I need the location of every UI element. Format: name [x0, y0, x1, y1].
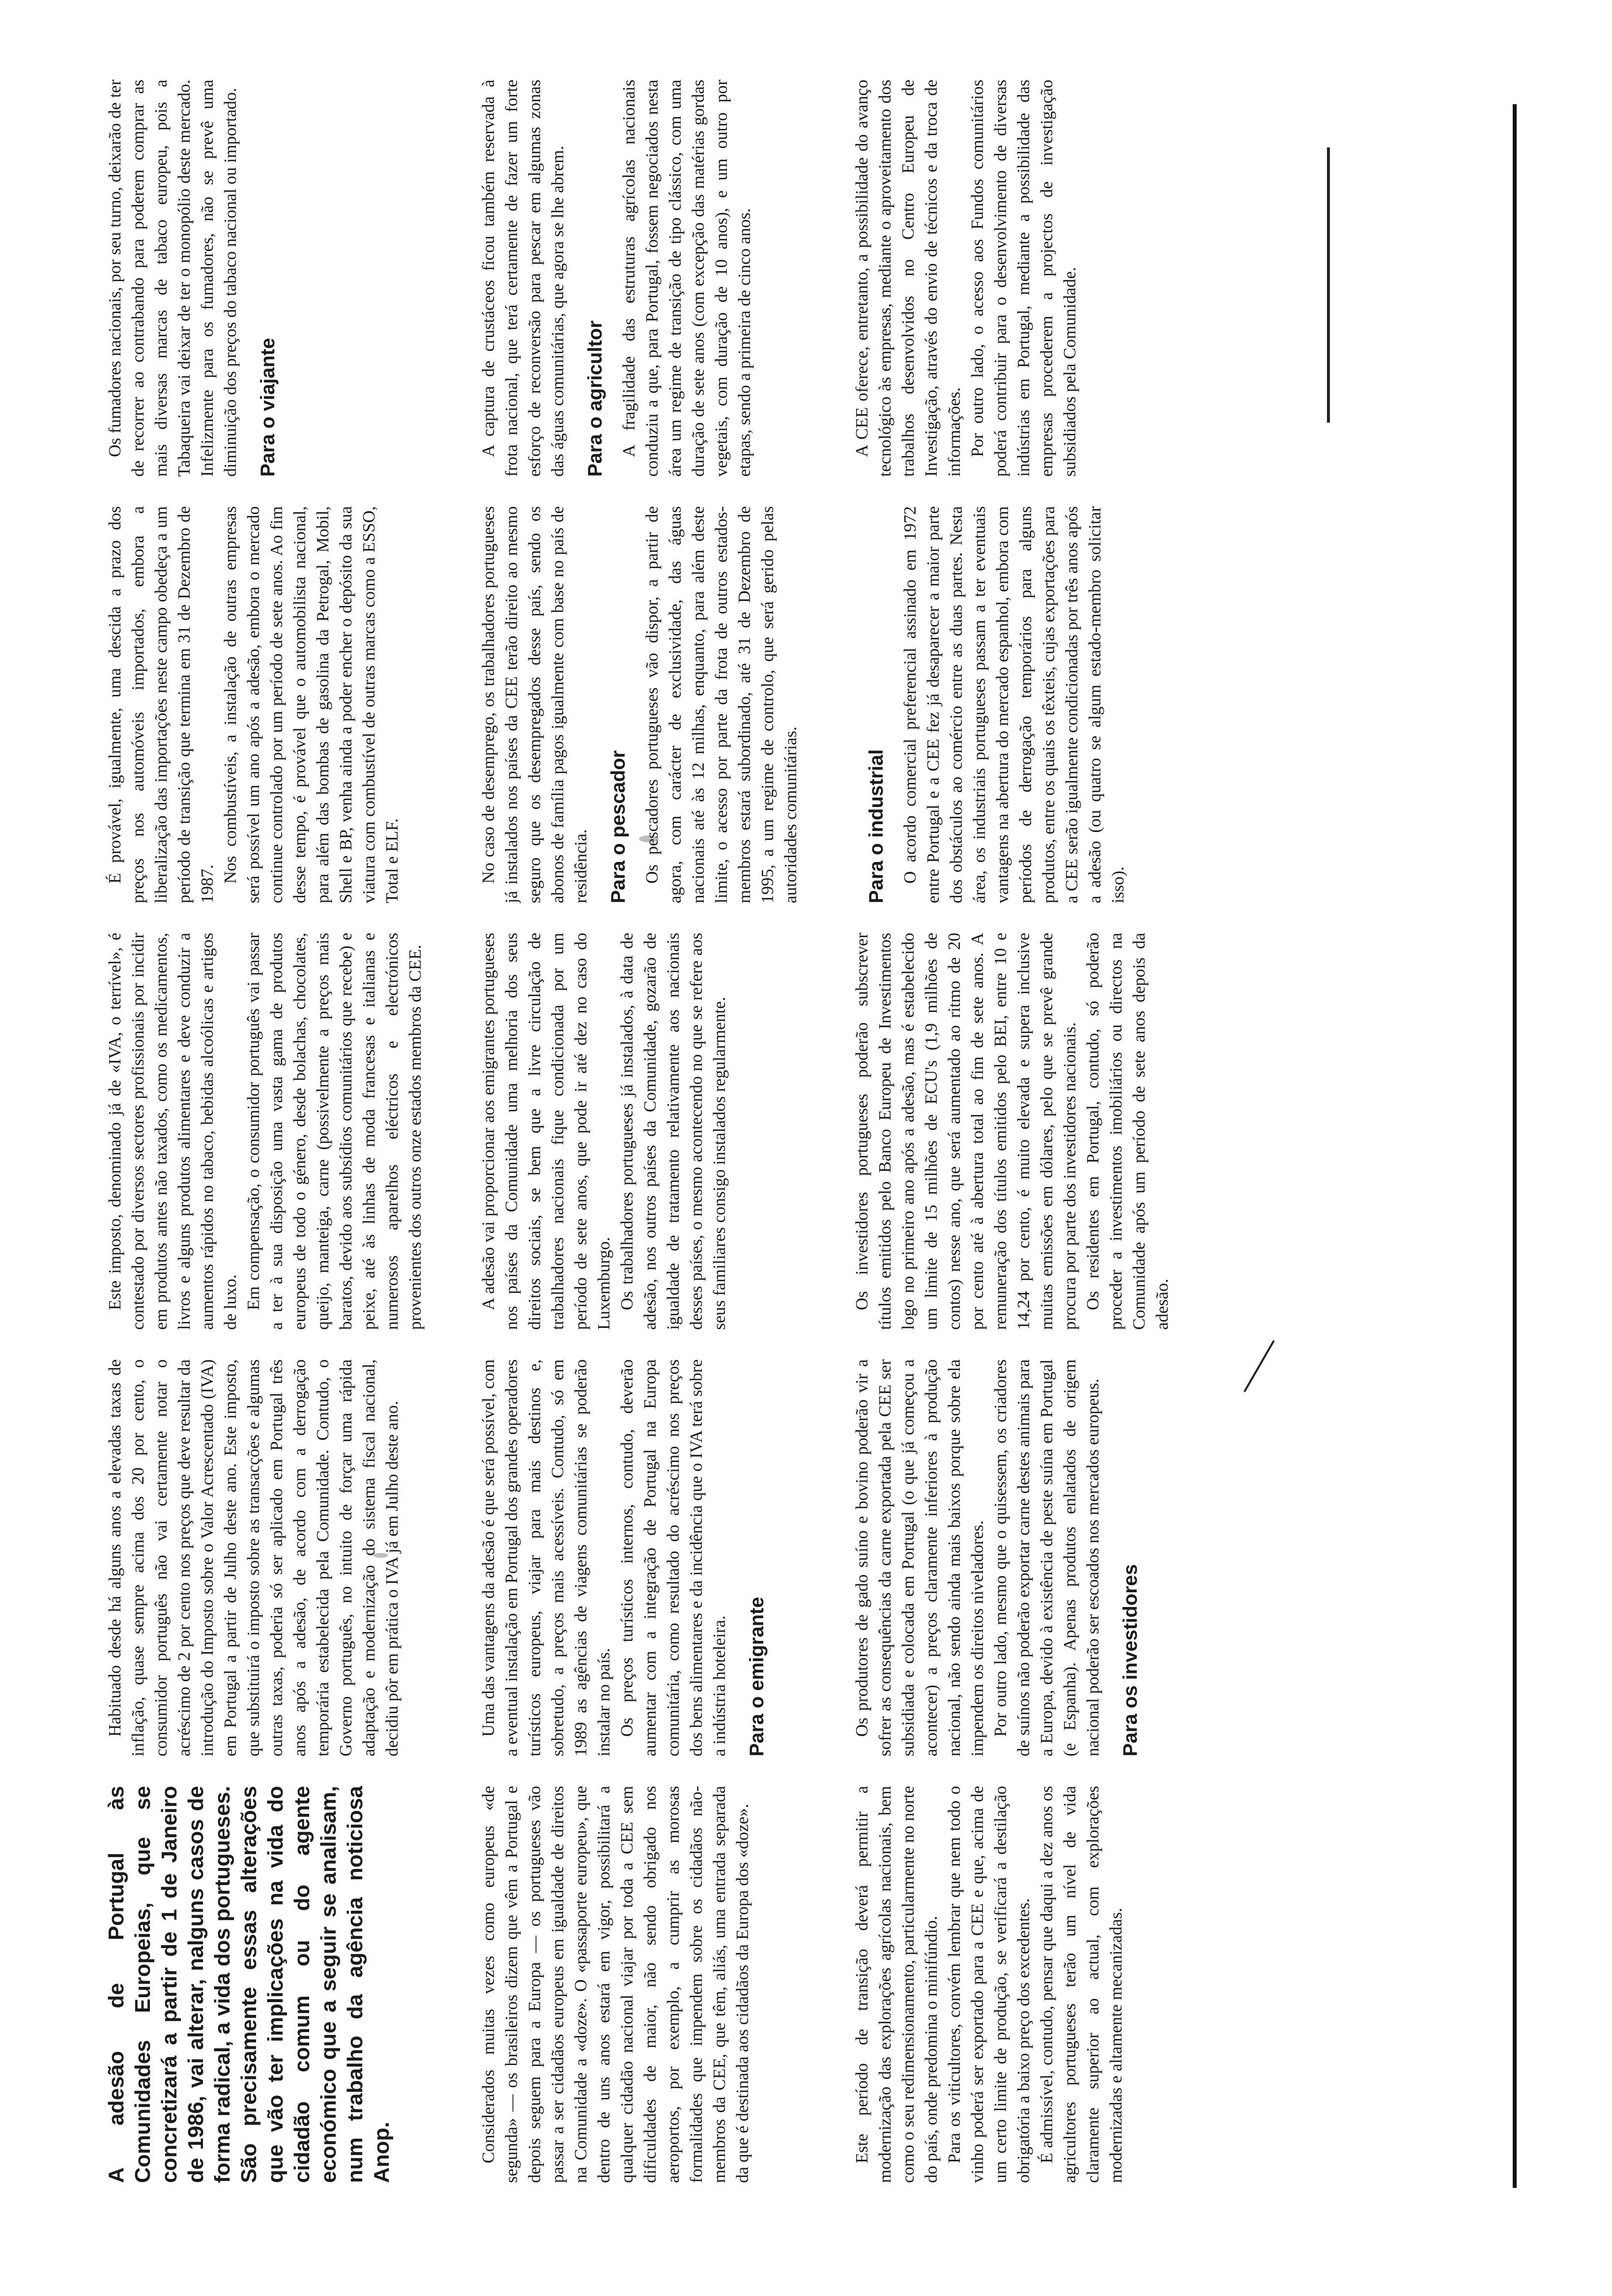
article-paragraph: Nos combustíveis, a instalação de outras empresas será possível um ano após a adesão, embora o mercado continue controlado por um período de sete anos. Ao fim desse tempo, é provável que o automobilista nacional, para além das bombas de gasolina da Petrogal, Mobil, Shell e BP, venha ainda a poder encher o depósito da sua viatura com combustível de outras marcas como a ESSO, Total e ELF. [221, 506, 402, 903]
section-heading: Para o pescador [607, 750, 629, 903]
article-body [103, 80, 1509, 2183]
section-heading: Para o agricultor [584, 320, 606, 477]
article-paragraph: Este período de transição deverá permitir a modernização das explorações agrícolas nacionais, bem como o seu redimensionamento, particularmente no norte do país, onde predomina o minifúndio. [852, 1786, 941, 2183]
article-paragraph: A captura de crustáceos ficou também reservada à frota nacional, que terá certamente de fazer um forte esforço de reconversão para pescar em algumas zonas das águas comunitárias, que agora se lhe abrem. [479, 80, 567, 477]
article-rule [1513, 104, 1517, 2188]
article-paragraph: É admissível, contudo, pensar que daqui a dez anos os agricultores portugueses terão um nível de vida claramente superior ao actual, com explorações modernizadas e altamente mecanizadas. [1037, 1786, 1125, 2183]
article-paragraph: Os preços turísticos internos, contudo, deverão aumentar com a integração de Portugal na Europa comunitária, como resultado do acréscimo nos preços dos bens alimentares e da incidência que o IVA terá sobre a indústria hoteleira. [617, 1359, 729, 1756]
article-band-1 [103, 80, 457, 2183]
article-paragraph: Habituado desde há alguns anos a elevadas taxas de inflação, quase sempre acima dos 20 por cento, o consumidor português não vai certamente notar o acréscimo de 2 por cento nos preços que deve resultar da introdução do Imposto sobre o Valor Acrescentado (IVA) em Portugal a partir de Julho deste ano. Este imposto, que substituirá o imposto sobre as transacções e algumas outras taxas, poderia só ser aplicado em Portugal três anos após a adesão, de acordo com a derrogação temporária estabelecida pela Comunidade. Contudo, o Governo português, no intuito de forçar uma rápida adaptação e modernização do sistema fiscal nacional, decidiu pôr em prática o IVA já em Julho deste ano. [105, 1359, 402, 1756]
article-paragraph: Os fumadores nacionais, por seu turno, deixarão de ter de recorrer ao contrabando para poderem comprar as mais diversas marcas de tabaco europeu, pois a Tabaqueira vai deixar de ter o monopólio deste mercado. Infelizmente para os fumadores, não se prevê uma diminuição dos preços do tabaco nacional ou importado. [105, 80, 240, 477]
section-heading: Para o emigrante [746, 1597, 768, 1756]
article-column [850, 80, 1204, 477]
article-paragraph: Para os viticultores, convém lembrar que nem todo o vinho poderá ser exportado para a CEE e que, acima de um certo limite de produção, se verificará a destilação obrigatória a baixo preço dos excedentes. [945, 1786, 1033, 2183]
article-paragraph: Os investidores portugueses poderão subscrever títulos emitidos pelo Banco Europeu de Investimentos logo no primeiro ano após a adesão, mas é estabelecido um limite de 15 milhões de ECU's (1,9 milhões de contos) nesse ano, que será aumentado ao ritmo de 20 por cento até à abertura total ao fim de sete anos. A remuneração dos títulos emitidos pelo BEI, entre 10 e 14,24 por cento, é muito elevada e supera inclusive muitas emissões em dólares, pelo que se prevê grande procura por parte dos investidores nacionais. [852, 933, 1079, 1330]
article-column [850, 506, 1204, 903]
article-paragraph: Este imposto, denominado já de «IVA, o terrível», é contestado por diversos sectores profissionais por incidir em produtos antes não taxados, como os medicamentos, livros e alguns produtos alimentares e deve conduzir a aumentos rápidos no tabaco, bebidas alcoólicas e artigos de luxo. [105, 933, 240, 1330]
article-column [477, 1359, 831, 1756]
article-band-3 [850, 80, 1204, 2183]
section-heading: Para o industrial [865, 749, 887, 903]
article-column [850, 933, 1204, 1330]
article-paragraph: Os trabalhadores portugueses já instalados, à data de adesão, nos outros países da Comunidade, gozarão de igualdade de tratamento relativamente aos nacionais desses países, o mesmo acontecendo no que se refere aos seus familiares consigo instalados regularmente. [617, 933, 729, 1330]
article-paragraph: Considerados muitas vezes como europeus «de segunda» — os brasileiros dizem que vêm a Portugal e depois seguem para a Europa — os portugueses vão passar a ser cidadãos europeus em igualdade de direitos na Comunidade a «doze». O «passaporte europeu», que dentro de uns anos estará em vigor, possibilitará a qualquer cidadão nacional viajar por toda a CEE sem dificuldades de maior, não sendo obrigado nos aeroportos, por exemplo, a cumprir as morosas formalidades que impendem sobre os cidadãos não-membros da CEE, que têm, aliás, uma entrada separada da que é destinada aos cidadãos da Europa dos «doze». [479, 1786, 752, 2183]
article-paragraph: Os produtores de gado suíno e bovino poderão vir a sofrer as consequências da carne exportada pela CEE ser subsidiada e colocada em Portugal (o que já começou a acontecer) a preços claramente inferiores à produção nacional, não sendo ainda mais baixos porque sobre ela impendem os direitos niveladores. [852, 1359, 987, 1756]
article-paragraph: A CEE oferece, entretanto, a possibilidade do avanço tecnológico às empresas, mediante o aproveitamento dos trabalhos desenvolvidos no Centro Europeu de Investigação, através do envio de técnicos e da troca de informações. [852, 80, 964, 477]
article-column [477, 80, 831, 477]
article-column [477, 1786, 831, 2183]
article-column [850, 1786, 1204, 2183]
article-column [103, 1786, 457, 2183]
scan-smudge [374, 1553, 388, 1558]
section-heading: Para o viajante [257, 338, 279, 477]
article-paragraph: Os pescadores portugueses vão dispor, a partir de agora, com carácter de exclusividade, das águas nacionais até às 12 milhas, enquanto, para além deste limite, o acesso por parte da frota de outros estados-membros estará subordinado, até 31 de Dezembro de 1995, a um regime de controlo, que será gerido pelas autoridades comunitárias. [642, 506, 800, 903]
article-lead: A adesão de Portugal às Comunidades Europeias, que se concretizará a partir de 1 de Janeiro de 1986, vai alterar, nalguns casos de forma radical, a vida dos portugueses. São precisamente essas alterações que vão ter implicações na vida do cidadão comum ou do agente económico que a seguir se analisam, num trabalho da agência noticiosa Anop. [104, 1786, 394, 2183]
article-column [103, 506, 457, 903]
article-paragraph: Uma das vantagens da adesão é que será possível, com a eventual instalação em Portugal dos grandes operadores turísticos europeus, viajar para mais destinos e, sobretudo, a preços mais acessíveis. Contudo, só em 1989 as agências de viagens comunitárias se poderão instalar no país. [479, 1359, 613, 1756]
column-rule [1327, 147, 1330, 423]
article-band-2 [477, 80, 831, 2183]
article-column [850, 1359, 1204, 1756]
article-paragraph: Por outro lado, o acesso aos Fundos comunitários poderá contribuir para o desenvolvimento de diversas indústrias em Portugal, mediante a possibilidade das empresas procederem a projectos de investigação subsidiados pela Comunidade. [968, 80, 1079, 477]
article-paragraph: Os residentes em Portugal, contudo, só poderão proceder a investimentos imobiliários ou directos na Comunidade após um período de sete anos depois da adesão. [1083, 933, 1172, 1330]
article-paragraph: A adesão vai proporcionar aos emigrantes portugueses nos países da Comunidade uma melhoria dos seus direitos sociais, se bem que a livre circulação de trabalhadores nacionais fique condicionada por um período de sete anos, que pode ir até dez no caso do Luxemburgo. [479, 933, 613, 1330]
article-column [1224, 1359, 1499, 1756]
article-column [1224, 80, 1499, 477]
article-paragraph: Em compensação, o consumidor português vai passar a ter à sua disposição uma vasta gama de produtos europeus de todo o género, desde bolachas, chocolates, queijo, manteiga, carne (possivelmente a preços mais baratos, devido aos subsídios comunitários que recebe) e peixe, até às linhas de moda francesas e italianas e numerosos aparelhos eléctricos e electrónicos provenientes dos outros onze estados membros da CEE. [244, 933, 425, 1330]
article-paragraph: A fragilidade das estruturas agrícolas nacionais conduziu a que, para Portugal, fossem negociados nesta área um regime de transição de tipo clássico, com uma duração de sete anos (com excepção das matérias gordas vegetais, com duração de 10 anos), e um outro por etapas, sendo a primeira de cinco anos. [619, 80, 754, 477]
article-paragraph: O acordo comercial preferencial assinado em 1972 entre Portugal e a CEE fez já desaparecer a maior parte dos obstáculos ao comércio entre as duas partes. Nesta área, os industriais portugueses passam a ter eventuais vantagens na abertura do mercado espanhol, embora com períodos de derrogação temporários para alguns produtos, entre os quais os têxteis, cujas exportações para a CEE serão igualmente condicionadas por três anos após a adesão (ou quatro se algum estado-membro solicitar isso). [900, 506, 1127, 903]
article-column [103, 933, 457, 1330]
article-column [1224, 933, 1499, 1330]
article-column [103, 80, 457, 477]
section-heading: Para os investidores [1120, 1564, 1141, 1756]
article-column [477, 933, 831, 1330]
article-column [103, 1359, 457, 1756]
article-column [1224, 1786, 1499, 2183]
article-paragraph: Por outro lado, mesmo que o quisessem, os criadores de suínos não poderão exportar carne destes animais para a Europa, devido à existência de peste suína em Portugal (e Espanha). Apenas produtos enlatados de origem nacional poderão ser escoados nos mercados europeus. [991, 1359, 1102, 1756]
article-paragraph: No caso de desemprego, os trabalhadores portugueses já instalados nos países da CEE terão direito ao mesmo seguro que os desempregados desse país, sendo os abonos de família pagos igualmente com base no país de residência. [479, 506, 590, 903]
article-paragraph: É provável, igualmente, uma descida a prazo dos preços nos automóveis importados, embora a liberalização das importações neste campo obedeça a um período de transição que termina em 31 de Dezembro de 1987. [105, 506, 217, 903]
scan-smudge [639, 835, 659, 842]
article-column [1224, 506, 1499, 903]
article-band-4 [1224, 80, 1499, 2183]
article-column [477, 506, 831, 903]
